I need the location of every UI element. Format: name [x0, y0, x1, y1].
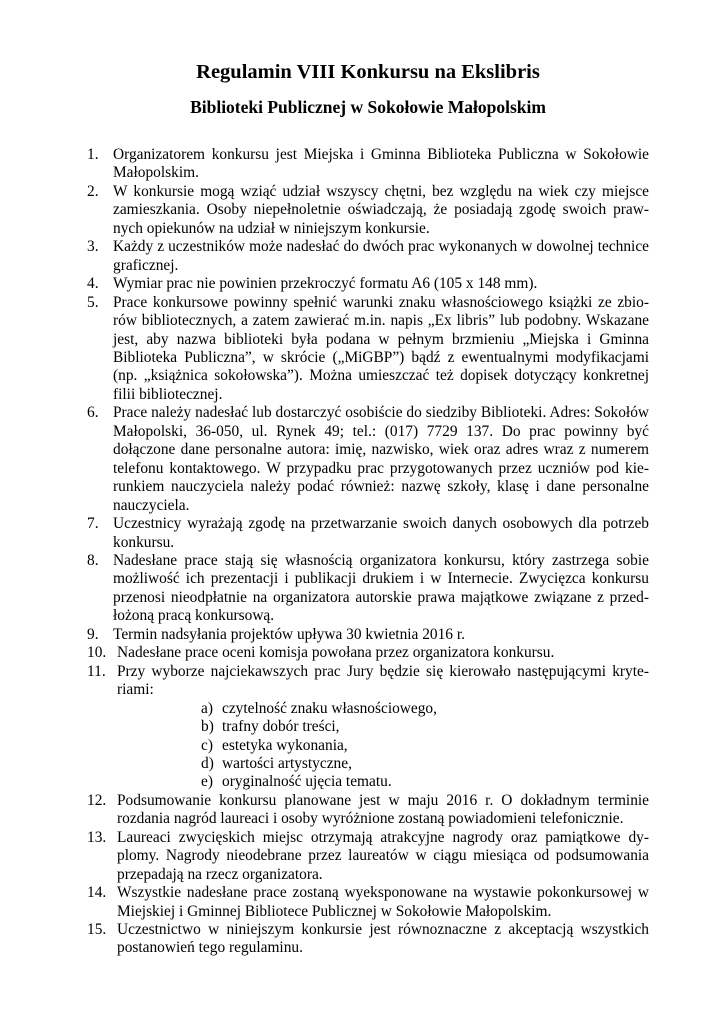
- rule-text: Laureaci zwycięskich miejsc otrzymają atrakcyjne nagrody oraz pamiątkowe dyplomy. Nagrody nieodebrane przez laureatów w ciągu miesiąca od podsumowania przepadają na rzecz organizatora.: [117, 828, 649, 883]
- criteria-item: [201, 773, 649, 791]
- rule-number: 7.: [87, 515, 99, 533]
- rule-item: [87, 663, 649, 792]
- criteria-text: czytelność znaku własnościowego,: [222, 699, 437, 717]
- criteria-text: oryginalność ujęcia tematu.: [222, 773, 392, 791]
- rule-number: 8.: [87, 551, 99, 569]
- rule-text: Prace konkursowe powinny spełnić warunki znaku własnościowego książki ze zbiorów bibliotecznych, a zatem zawierać m.in. napis „Ex libris” lub podobny. Wskazane jest, aby nazwa biblioteki była podana w pełnym brzmieniu „Miejska i Gminna Biblioteka Publiczna”, w skrócie („MiGBP”) bądź z ewentualnymi modyfikacjami (np. „książnica sokołowska”). Można umieszczać też dopisek dotyczący konkretnej filii bibliotecznej.: [113, 293, 649, 403]
- rule-item: [87, 626, 649, 644]
- rule-item: [87, 183, 649, 238]
- rule-number: 6.: [87, 404, 99, 422]
- rule-text: Nadesłane prace stają się własnością organizatora konkursu, który zastrzega sobie możliwość ich prezentacji i publikacji drukiem i w Internecie. Zwycięzca konkursu przenosi nieodpłatnie na organizatora autorskie prawa majątkowe związane z przedłożoną pracą konkursową.: [113, 551, 649, 625]
- rule-text: Prace należy nadesłać lub dostarczyć osobiście do siedziby Biblioteki. Adres: Sokołów Małopolski, 36-050, ul. Rynek 49; tel.: (017) 7729 137. Do prac powinny być dołączone dane personalne autora: imię, nazwisko, wiek oraz adres wraz z numerem telefonu kontaktowego. W przypadku prac przygotowanych przez uczniów pod kierunkiem nauczyciela należy podać również: nazwę szkoły, klasę i dane personalne nauczyciela.: [113, 404, 649, 514]
- rule-text: Wymiar prac nie powinien przekroczyć formatu A6 (105 x 148 mm).: [113, 275, 538, 293]
- rule-number: 15.: [87, 921, 107, 939]
- rule-number: 9.: [87, 625, 99, 643]
- rule-text: Uczestnicy wyrażają zgodę na przetwarzanie swoich danych osobowych dla potrzeb konkursu.: [113, 515, 649, 551]
- rule-number: 14.: [87, 884, 107, 902]
- criteria-list: [117, 700, 649, 792]
- criteria-item: [201, 718, 649, 736]
- rule-item: [87, 921, 649, 958]
- rule-item: [87, 146, 649, 183]
- rule-item: [87, 515, 649, 552]
- criteria-letter: e): [201, 773, 213, 791]
- rule-text: Nadesłane prace oceni komisja powołana przez organizatora konkursu.: [117, 644, 555, 662]
- rule-item: [87, 792, 649, 829]
- rule-item: [87, 294, 649, 405]
- rule-text: Wszystkie nadesłane prace zostaną wyeksponowane na wystawie pokonkursowej w Miejskiej i Gminnej Bibliotece Publicznej w Sokołowie Małopolskim.: [117, 884, 649, 920]
- rule-text: Podsumowanie konkursu planowane jest w maju 2016 r. O dokładnym terminie rozdania nagród laureaci i osoby wyróżnione zostaną powiadomieni telefonicznie.: [117, 791, 649, 828]
- rule-item: [87, 552, 649, 626]
- document-subtitle: Biblioteki Publicznej w Sokołowie Małopolskim: [190, 97, 546, 117]
- rule-text: Każdy z uczestników może nadesłać do dwóch prac wykonanych w dowolnej technice graficznej.: [113, 238, 649, 274]
- rule-text: W konkursie mogą wziąć udział wszyscy chętni, bez względu na wiek czy miejsce zamieszkania. Osoby niepełnoletnie oświadczają, że posiadają zgodę swoich prawnych opiekunów na udział w niniejszym konkursie.: [113, 182, 649, 237]
- rule-number: 10.: [87, 644, 107, 662]
- criteria-item: [201, 755, 649, 773]
- criteria-letter: b): [201, 718, 214, 736]
- rule-number: 1.: [87, 146, 99, 163]
- criteria-letter: d): [201, 754, 214, 772]
- rule-number: 13.: [87, 828, 107, 846]
- criteria-text: estetyka wykonania,: [222, 736, 348, 754]
- criteria-text: trafny dobór treści,: [222, 718, 340, 736]
- rule-item: [87, 404, 649, 515]
- criteria-letter: a): [201, 699, 213, 717]
- rule-number: 3.: [87, 238, 99, 256]
- rule-item: [87, 275, 649, 293]
- criteria-item: [201, 700, 649, 718]
- criteria-item: [201, 737, 649, 755]
- rule-number: 2.: [87, 182, 99, 200]
- rule-item: [87, 884, 649, 921]
- criteria-text: wartości artystyczne,: [222, 754, 352, 772]
- document-title: Regulamin VIII Konkursu na Ekslibris: [196, 61, 540, 83]
- rule-number: 4.: [87, 275, 99, 293]
- criteria-letter: c): [201, 736, 213, 754]
- rule-number: 5.: [87, 293, 99, 311]
- rule-item: [87, 829, 649, 884]
- rules-list: [87, 146, 649, 958]
- rule-text: Uczestnictwo w niniejszym konkursie jest równoznaczne z akceptacją wszystkich postanowień tego regulaminu.: [117, 921, 649, 957]
- rule-text: Organizatorem konkursu jest Miejska i Gminna Biblioteka Publiczna w Sokołowie Małopolskim.: [113, 146, 649, 182]
- rule-number: 12.: [87, 791, 107, 809]
- rule-item: [87, 644, 649, 662]
- rule-item: [87, 238, 649, 275]
- rule-number: 11.: [87, 662, 106, 680]
- rule-text: Przy wyborze najciekawszych prac Jury będzie się kierowało następującymi kryteriami:: [117, 662, 649, 699]
- rule-text: Termin nadsyłania projektów upływa 30 kwietnia 2016 r.: [113, 625, 465, 643]
